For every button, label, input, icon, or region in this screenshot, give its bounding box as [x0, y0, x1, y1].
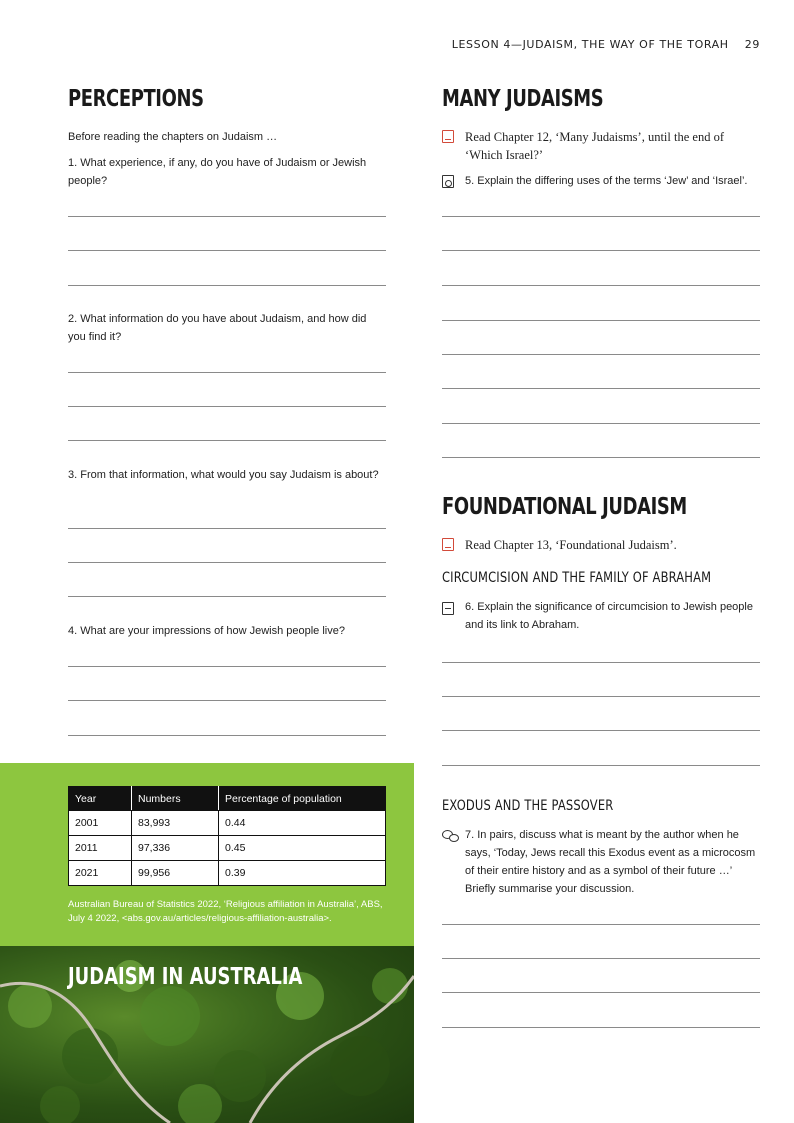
table-row [69, 811, 386, 836]
perceptions-intro: Before reading the chapters on Judaism … [68, 131, 278, 143]
running-header [452, 38, 760, 51]
answer-line[interactable] [68, 285, 386, 286]
many-judaisms-title: MANY JUDAISMS [442, 86, 604, 112]
answer-line[interactable] [442, 423, 760, 424]
table-cell: 99,956 [132, 861, 219, 886]
lesson-title: LESSON 4—JUDAISM, THE WAY OF THE TORAH [451, 38, 729, 51]
answer-line[interactable] [442, 250, 760, 251]
column-header: Year [69, 787, 132, 811]
question-2: 2. What information do you have about Judaism, and how did you find it? [68, 313, 367, 343]
reading-instruction [442, 536, 760, 554]
question-5-row [442, 172, 760, 190]
answer-line[interactable] [442, 1027, 760, 1028]
document-icon [442, 175, 454, 188]
speech-bubbles-icon [442, 830, 460, 842]
exodus-subtitle: EXODUS AND THE PASSOVER [442, 798, 614, 814]
answer-line[interactable] [442, 457, 760, 458]
answer-line[interactable] [68, 216, 386, 217]
question-7: 7. In pairs, discuss what is meant by the author when he says, ‘Today, Jews recall this Exodus event as a microcosm of their entire history and as a symbol of their future …’ Briefly summarise your discussion. [465, 829, 756, 895]
question-3: 3. From that information, what would you say Judaism is about? [68, 469, 379, 481]
answer-line[interactable] [68, 528, 386, 529]
answer-line[interactable] [442, 388, 760, 389]
table-row [69, 836, 386, 861]
circumcision-subtitle: CIRCUMCISION AND THE FAMILY OF ABRAHAM [442, 570, 712, 586]
answer-line[interactable] [68, 250, 386, 251]
question-6: 6. Explain the significance of circumcision to Jewish people and its link to Abraham. [465, 601, 753, 631]
answer-line[interactable] [442, 765, 760, 766]
table-cell: 0.44 [219, 811, 386, 836]
answer-line[interactable] [442, 662, 760, 663]
question-4: 4. What are your impressions of how Jewish people live? [68, 625, 345, 637]
table-cell: 97,336 [132, 836, 219, 861]
photo-title: JUDAISM IN AUSTRALIA [68, 964, 303, 990]
answer-line[interactable] [442, 320, 760, 321]
answer-line[interactable] [442, 924, 760, 925]
perceptions-title: PERCEPTIONS [68, 86, 204, 112]
table-source-citation: Australian Bureau of Statistics 2022, ‘Religious affiliation in Australia’, ABS, July 4 2022, <abs.gov.au/articles/religious-affiliation-australia>. [68, 899, 383, 924]
column-header: Numbers [132, 787, 219, 811]
answer-line[interactable] [442, 216, 760, 217]
question-6-row [442, 598, 760, 634]
table-row [69, 861, 386, 886]
question-5: 5. Explain the differing uses of the terms ‘Jew’ and ‘Israel’. [465, 175, 748, 187]
religious-affiliation-table [68, 786, 386, 886]
answer-line[interactable] [68, 440, 386, 441]
answer-line[interactable] [442, 992, 760, 993]
reading-text: Read Chapter 13, ‘Foundational Judaism’. [465, 538, 677, 552]
answer-line[interactable] [442, 730, 760, 731]
answer-line[interactable] [68, 372, 386, 373]
answer-line[interactable] [442, 696, 760, 697]
table-cell: 2001 [69, 811, 132, 836]
book-icon [442, 538, 454, 551]
forest-aerial-photo [0, 946, 414, 1123]
answer-line[interactable] [442, 354, 760, 355]
answer-line[interactable] [68, 562, 386, 563]
question-7-row [442, 826, 760, 898]
table-cell: 0.45 [219, 836, 386, 861]
reading-instruction [442, 128, 760, 164]
answer-line[interactable] [68, 666, 386, 667]
question-1: 1. What experience, if any, do you have of Judaism or Jewish people? [68, 157, 367, 187]
answer-line[interactable] [442, 285, 760, 286]
book-icon [442, 130, 454, 143]
answer-line[interactable] [68, 700, 386, 701]
answer-line[interactable] [68, 735, 386, 736]
minus-box-icon [442, 602, 454, 615]
answer-line[interactable] [442, 958, 760, 959]
table-cell: 83,993 [132, 811, 219, 836]
answer-line[interactable] [68, 406, 386, 407]
column-header: Percentage of population [219, 787, 386, 811]
table-header-row [69, 787, 386, 811]
answer-line[interactable] [68, 596, 386, 597]
table-cell: 0.39 [219, 861, 386, 886]
table-cell: 2021 [69, 861, 132, 886]
foundational-title: FOUNDATIONAL JUDAISM [442, 494, 687, 520]
table-cell: 2011 [69, 836, 132, 861]
page-number: 29 [744, 38, 760, 51]
reading-text: Read Chapter 12, ‘Many Judaisms’, until the end of ‘Which Israel?’ [465, 130, 724, 162]
